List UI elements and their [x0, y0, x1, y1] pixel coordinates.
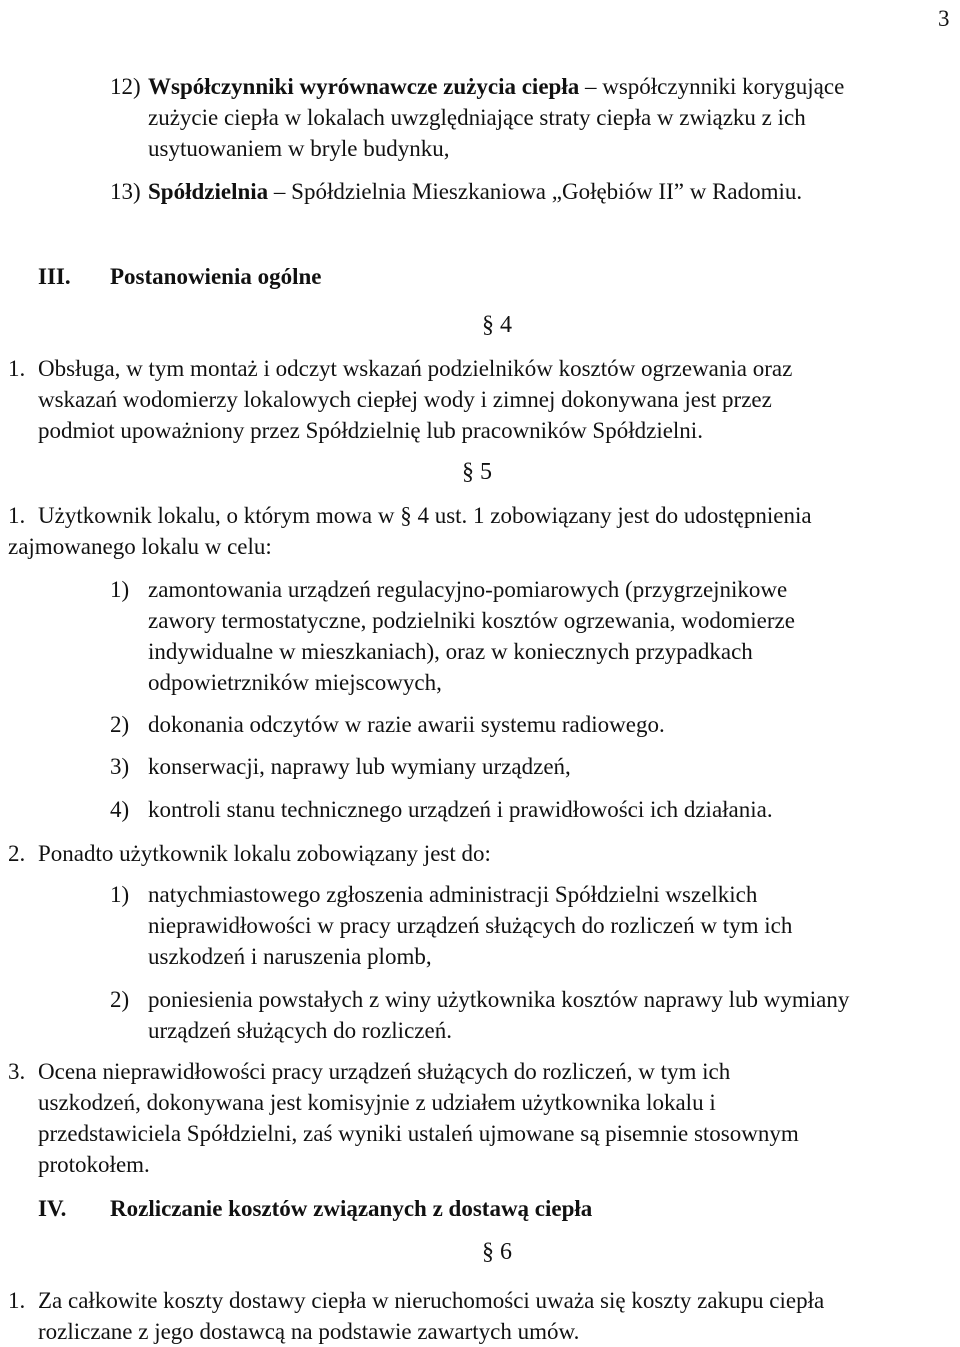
- item-number: 1.: [8, 1288, 26, 1313]
- subitem-line: dokonania odczytów w razie awarii systemu radiowego.: [148, 712, 665, 737]
- subitem-number: 1): [110, 577, 130, 602]
- subitem-line: indywidualne w mieszkaniach), oraz w koniecznych przypadkach: [148, 639, 753, 664]
- page-number: 3: [938, 6, 950, 31]
- item-number: 1.: [8, 503, 26, 528]
- paragraph-line: zajmowanego lokalu w celu:: [8, 534, 272, 559]
- paragraph-line: przedstawiciela Spółdzielni, zaś wyniki ustaleń ujmowane są pisemnie stosownym: [38, 1121, 799, 1146]
- item-number: 3.: [8, 1059, 26, 1084]
- item-number: 1.: [8, 356, 26, 381]
- subitem-line: poniesienia powstałych z winy użytkownika kosztów naprawy lub wymiany: [148, 987, 850, 1012]
- subitem-number: 2): [110, 712, 130, 737]
- paragraph-line: Za całkowite koszty dostawy ciepła w nieruchomości uważa się koszty zakupu ciepła: [38, 1288, 825, 1313]
- subitem-number: 1): [110, 882, 130, 907]
- subitem-number: 3): [110, 754, 130, 779]
- paragraph-line: podmiot upoważniony przez Spółdzielnię lub pracowników Spółdzielni.: [38, 418, 703, 443]
- subitem-line: nieprawidłowości w pracy urządzeń służących do rozliczeń w tym ich: [148, 913, 793, 938]
- subitem-number: 2): [110, 987, 130, 1012]
- definition-12-line-3: usytuowaniem w bryle budynku,: [148, 136, 450, 161]
- subitem-line: natychmiastowego zgłoszenia administracji Spółdzielni wszelkich: [148, 882, 758, 907]
- section-symbol: § 6: [482, 1239, 512, 1265]
- section-symbol: § 5: [462, 459, 492, 485]
- paragraph-line: Użytkownik lokalu, o którym mowa w § 4 ust. 1 zobowiązany jest do udostępnienia: [38, 503, 812, 528]
- chapter-title: Postanowienia ogólne: [110, 264, 322, 289]
- definition-12-line-2: zużycie ciepła w lokalach uwzględniające straty ciepła w związku z ich: [148, 105, 806, 130]
- definition-number: 12): [110, 74, 141, 99]
- paragraph-line: rozliczane z jego dostawcą na podstawie zawartych umów.: [38, 1319, 580, 1344]
- subitem-line: uszkodzeń i naruszenia plomb,: [148, 944, 432, 969]
- subitem-line: konserwacji, naprawy lub wymiany urządzeń,: [148, 754, 571, 779]
- subitem-line: kontroli stanu technicznego urządzeń i prawidłowości ich działania.: [148, 797, 773, 822]
- paragraph-line: protokołem.: [38, 1152, 150, 1177]
- definition-term: Spółdzielnia: [148, 179, 269, 204]
- paragraph-line: wskazań wodomierzy lokalowych ciepłej wody i zimnej dokonywana jest przez: [38, 387, 772, 412]
- item-number: 2.: [8, 841, 26, 866]
- definition-text: – współczynniki korygujące: [579, 74, 845, 99]
- section-symbol: § 4: [482, 312, 512, 338]
- definition-term: Współczynniki wyrównawcze zużycia ciepła: [148, 74, 580, 99]
- subitem-line: zawory termostatyczne, podzielniki kosztów ogrzewania, wodomierze: [148, 608, 795, 633]
- subitem-line: zamontowania urządzeń regulacyjno-pomiarowych (przygrzejnikowe: [148, 577, 788, 602]
- paragraph-line: Ocena nieprawidłowości pracy urządzeń służących do rozliczeń, w tym ich: [38, 1059, 731, 1084]
- subitem-line: odpowietrzników miejscowych,: [148, 670, 442, 695]
- paragraph-line: Ponadto użytkownik lokalu zobowiązany jest do:: [38, 841, 491, 866]
- definition-number: 13): [110, 179, 141, 204]
- chapter-numeral: III.: [38, 264, 71, 289]
- definition-12-line-1: [148, 71, 844, 102]
- chapter-numeral: IV.: [38, 1196, 67, 1221]
- subitem-line: urządzeń służących do rozliczeń.: [148, 1018, 452, 1043]
- chapter-title: Rozliczanie kosztów związanych z dostawą ciepła: [110, 1196, 593, 1221]
- subitem-number: 4): [110, 797, 130, 822]
- paragraph-line: uszkodzeń, dokonywana jest komisyjnie z udziałem użytkownika lokalu i: [38, 1090, 716, 1115]
- definition-13-line-1: [148, 176, 802, 207]
- definition-text: – Spółdzielnia Mieszkaniowa „Gołębiów II” w Radomiu.: [268, 179, 803, 204]
- paragraph-line: Obsługa, w tym montaż i odczyt wskazań podzielników kosztów ogrzewania oraz: [38, 356, 793, 381]
